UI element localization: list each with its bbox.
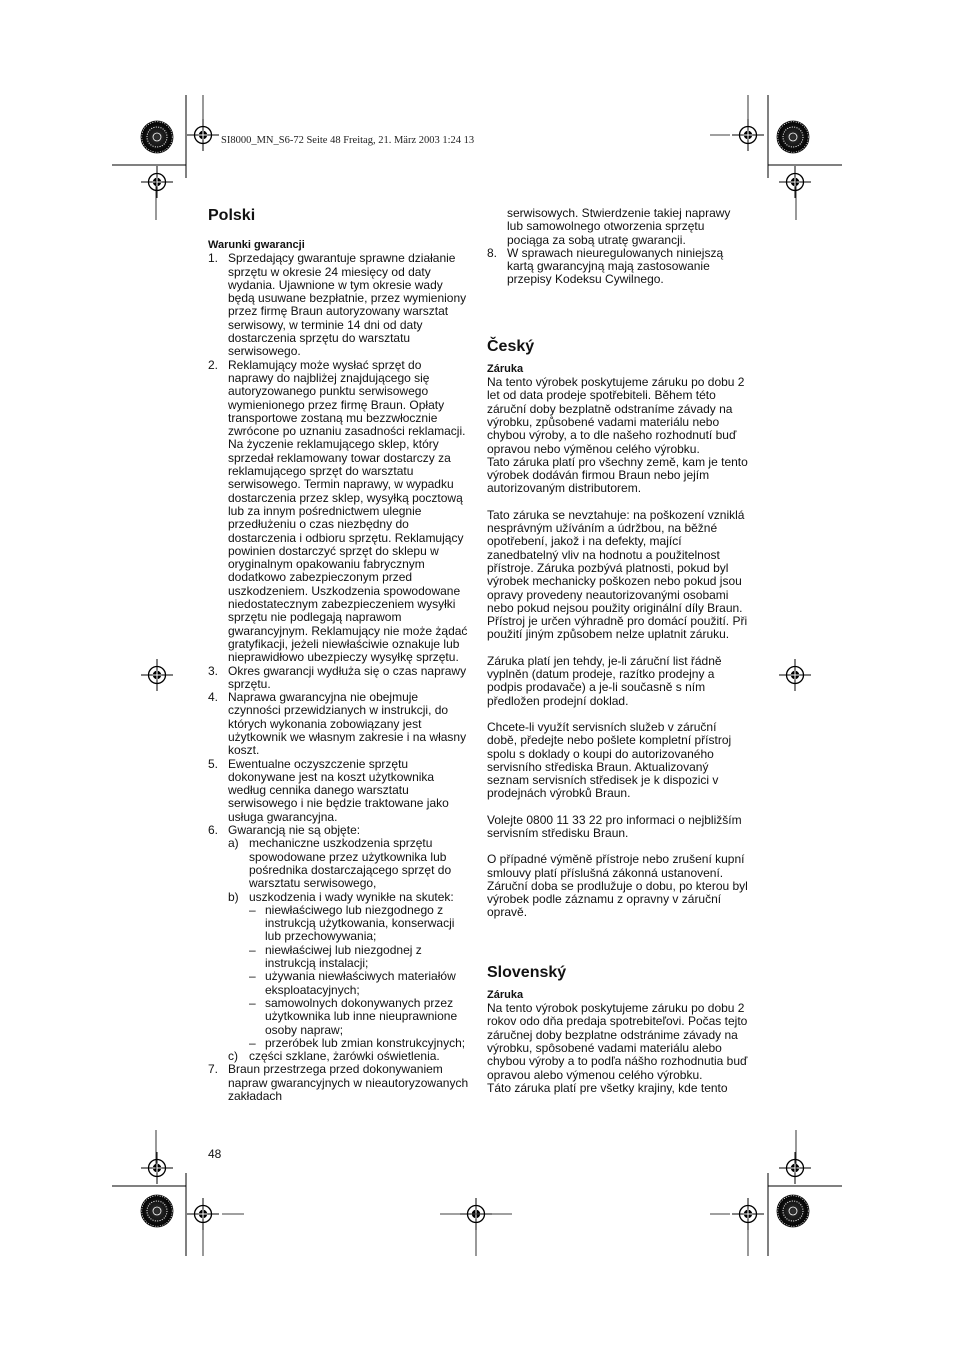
paragraph: Volejte 0800 11 33 22 pro informaci o nejbližším servisním středisku Braun. [487,812,742,840]
list-item: 7. Braun przestrzega przed dokonywaniem napraw gwarancyjnych w nieautoryzowanych zakładach [208,1062,469,1103]
list-item: 1. Sprzedający gwarantuje sprawne działanie sprzętu w okresie 24 miesięcy od daty wydania. Ujawnione w tym okresie wady będą usuwane bezpłatnie, przez wymieniony przez firmę Braun autoryzowany warsztat serwisowy, w terminie 14 dni od daty dostarczenia sprzętu do warsztatu serwisowego. [208,251,467,359]
dash-list-item: – używania niewłaściwych materiałów eksploatacyjnych; [249,969,456,997]
sub-list-item: a) mechaniczne uszkodzenia sprzętu spowodowane przez użytkownika lub pośrednika dostarczającego sprzęt do warsztatu serwisowego, [228,836,452,891]
dash-list-item: – niewłaściwej lub niezgodnej z instrukcją instalacji; [249,942,422,971]
dash-list [249,904,470,1050]
sub-list [228,837,470,1063]
sub-list-item: c) części szklane, żarówki oświetlenia. [228,1049,440,1064]
section-title-polski: Polski [208,207,256,224]
paragraph: Chcete-li využít servisních služeb v záruční době, předejte nebo pošlete kompletní přístroj spolu s doklady o koupi do autorizovaného servisního střediska Braun. Aktualizovaný seznam servisních středisek je k dispozici v prodejnách výrobků Braun. [487,719,732,801]
list-item: 6. Gwarancją nie są objęte: a) mechaniczne uszkodzenia sprzętu spowodowane przez użytkownika lub pośrednika dostarczającego sprzęt do warsztatu serwisowego, b) uszkodzenia i wady wynikłe na skutek: – niewłaściwego lub niezgodnego z instrukcją użytkowania, konserwacji lub przechowywania; – niewłaściwej lub niezgodnej z instrukcją instalacji; – używania niewłaściwych materiałów eksploatacyjnych; – samowolnych dokonywanych przez użytkownika lub inne nieuprawnione osoby napraw; – przeróbek lub zmian konstrukcyjnych; c) części szklane, żarówki oświetlenia. [208,824,470,1063]
left-column [208,207,470,1103]
sub-list-item: b) uszkodzenia i wady wynikłe na skutek: – niewłaściwego lub niezgodnego z instrukcją użytkowania, konserwacji lub przechowywania; – niewłaściwej lub niezgodnej z instrukcją instalacji; – używania niewłaściwych materiałów eksploatacyjnych; – samowolnych dokonywanych przez użytkownika lub inne nieuprawnione osoby napraw; – przeróbek lub zmian konstrukcyjnych; [228,891,470,1051]
paragraph: Na tento výrobok poskytujeme záruku po dobu 2 rokov odo dňa predaja spotrebiteľovi. Počas tejto záručnej doby bezplatne odstránime závady na výrobku, spôsobené vadami materiálu alebo chybou výroby a to podľa nášho rozhodnutia buď opravou alebo výmenou celého výrobku. [487,1001,748,1082]
list-item: 8. W sprawach nieuregulowanych niniejszą kartą gwarancyjną mają zastosowanie przepisy Kodeksu Cywilnego. [487,245,724,287]
list-item: 5. Ewentualne oczyszczenie sprzętu dokonywane jest na koszt użytkownika według cennika danego warsztatu serwisowego i nie będzie traktowane jako usługa gwarancyjna. [208,756,449,824]
right-column [487,207,749,1095]
dash-list-item: – przeróbek lub zmian konstrukcyjnych; [249,1035,466,1050]
paragraph: Táto záruka platí pre všetky krajiny, kde tento [487,1080,728,1095]
warranty-list-polski [208,252,470,1103]
print-header: SI8000_MN_S6-72 Seite 48 Freitag, 21. März 2003 1:24 13 [221,135,475,146]
paragraph: O případné výměně přístroje nebo zrušení kupní smlouvy platí příslušná zákonná ustanovení. Záruční doba se prodlužuje o dobu, po kterou byl výrobek podle záznamu z opravny v záruční opravě. [487,852,748,920]
section-title-cesky: Český [487,337,535,355]
list-item: 3. Okres gwarancji wydłuża się o czas naprawy sprzętu. [208,663,467,691]
dash-list-item: – samowolnych dokonywanych przez użytkownika lub inne nieuprawnione osoby napraw; [249,995,458,1037]
dash-list-item: – niewłaściwego lub niezgodnego z instrukcją użytkowania, konserwacji lub przechowywania; [249,902,455,944]
paragraph: Na tento výrobek poskytujeme záruku po dobu 2 let od data prodeje spotřebiteli. Během této záruční doby bezplatně odstraníme závady na výrobku, způsobené vadami materiálu nebo chybou výroby, a to dle našeho rozhodnutí buď opravou nebo výměnou celého výrobku. [487,375,745,456]
list-item: serwisowych. Stwierdzenie takiej naprawy lub samowolnego otworzenia sprzętu pociąga za sobą utratę gwarancji. [507,206,731,247]
paragraph: Záruka platí jen tehdy, je-li záruční list řádně vyplněn (datum prodeje, razítko prodejny a podpis prodavače) a je-li současně s ním předložen prodejní doklad. [487,653,722,708]
section-subtitle-slovensky: Záruka [487,988,524,1001]
section-subtitle-cesky: Záruka [487,362,524,375]
warranty-list-polski-continued [487,207,749,287]
paragraph: Tato záruka platí pro všechny země, kam je tento výrobek dodáván firmou Braun nebo jejím autorizovaným distributorem. [487,454,748,496]
page-number: 48 [208,1147,222,1161]
section-title-slovensky: Slovenský [487,963,567,981]
section-subtitle-polski: Warunki gwarancji [208,239,305,251]
list-item: 4. Naprawa gwarancyjna nie obejmuje czynności przewidzianych w instrukcji, do których wykonania zobowiązany jest użytkownik we własnym zakresie i na własny koszt. [208,690,467,758]
list-item: 2. Reklamujący może wysłać sprzęt do naprawy do najbliżej znajdującego się autoryzowanego punktu serwisowego wymienionego przez firmę Braun. Opłaty transportowe zostaną mu bezzwłocznie zwrócone po uznaniu zasadności reklamacji. Na życzenie reklamującego sklep, który sprzedał reklamowany towar dostarczy za reklamującego sprzęt do warsztatu serwisowego. Termin naprawy, w wypadku dostarczenia przez sklep, wysyłką pocztową lub za innym pośrednictwem ulegnie przedłużeniu o czas niezbędny do dostarczenia i odbioru sprzętu. Reklamujący powinien dostarczyć sprzęt do sklepu w oryginalnym opakowaniu fabrycznym dodatkowo zabezpieczonym przed uszkodzeniem. Uszkodzenia spowodowane niedostatecznym zabezpieczeniem wysyłki sprzętu nie podlegają naprawom gwarancyjnym. Reklamujący nie może żądać gratyfikacji, jeżeli niewłaściwie oznakuje lub nieprawidłowo ubezpieczy wysyłkę sprzętu. [208,357,468,665]
paragraph: Tato záruka se nevztahuje: na poškození vzniklá nesprávným užíváním a údržbou, na běžné opotřebení, jakož i na defekty, mající zanedbatelný vliv na hodnotu a použitelnost přístroje. Záruka pozbývá platnosti, pokud byl výrobek mechanicky poškozen nebo pokud jsou opravy provedeny neautorizovanými osobami nebo pokud nejsou použity originální díly Braun. Přístroj je určen výhradně pro domácí použití. Při použití jiným způsobem nelze uplatnit záruku. [487,507,748,642]
